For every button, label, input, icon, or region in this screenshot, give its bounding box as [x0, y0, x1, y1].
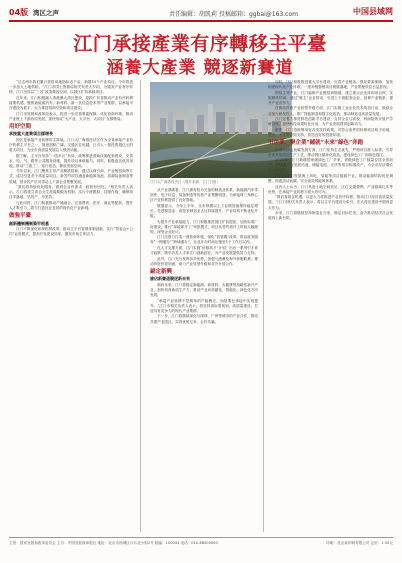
- paragraph: 未来，江门将继续坚持制造业当家，锚定目标任务，奋力推动经济社会发展再上新台阶。: [268, 211, 393, 221]
- paragraph: 江门市发展和改革局表示，将进一步完善要素保障，优化营商环境，推动产业链上下游协同发展，加快形成“大产业、大平台、大项目”支撑格局。: [9, 111, 133, 121]
- paragraph: 围绕主导产业，江门编制产业链招商图谱，建立重点企业库和项目库，实施精准招商。通过“链主”企业带动，引进上下游配套企业，延伸产业链条，提升产业竞争力。: [268, 90, 393, 105]
- paragraph: “承接产业转移不是简单的产能搬迁，而是要在承接中实现提升。”江门市相关负责人表示，将坚持高标准规划、高质量建设，打造具有竞争力的现代产业集群。: [150, 298, 258, 313]
- section-heading: 用好空間: [9, 123, 32, 130]
- paragraph: 为提升产业承接能力，江门积极推进园区扩容提质，加快标准厂房建设，推行“拿地即开工”审批模式，项目从签约到开工时间大幅缩短，深受企业好评。: [150, 219, 258, 234]
- section-heading: 錨定新興: [150, 268, 173, 275]
- section-subheading: 搶佔新賽道競逐新未來: [150, 276, 190, 282]
- paragraph: 据悉，江门将统筹用好各类扶持政策，对符合条件的转移项目给予用地、资金、人才等方面支持，营造良好的投资环境。: [268, 127, 393, 137]
- article-column-2: [150, 188, 258, 532]
- page-number: 04版: [9, 8, 29, 17]
- paragraph: 在推动绿色低碳发展方面，江门坚持生态优先，严格项目准入标准，引导企业采用清洁生产工艺，推动园区循环化改造，建设绿色工厂和绿色园区。: [268, 147, 393, 157]
- footer-publisher-info: 主管：国家发展和改革委员会 主办：中国发展改革报社 地址：北京市西城区月坛北小街2号 邮编：100045 电话：010-68500000: [9, 541, 218, 545]
- paragraph: 江门还着力打造一流营商环境，深化“放管服”改革，推动政务服务“一网通办”“跨域通办”，企业开办时间压缩至1个工作日以内。: [150, 235, 258, 245]
- paragraph: 园区是承接产业转移的主阵地。江门大广海湾经济区作为全省承接产业有序转移主平台之一，规划面积广阔，交通区位优越，已引入一批投资超亿元的重大项目，为全市高质量发展注入强劲动能。: [9, 137, 133, 152]
- headline-line2: 涵養大產業 競逐新賽道: [106, 58, 294, 78]
- paragraph: 数据显示，今年上半年，全市规模以上工业增加值保持稳定增长，先进制造业、高技术制造业占比持续提升，产业结构不断优化升级。: [150, 203, 258, 218]
- paragraph: “过去两年我们累计获批用地指标近千亩，新增10个产业项目，今年将进一步加大土地供给。”江门市国土资源局相关负责人介绍，为服务产业有序转移，江门坚持以“三旧”改造释放空间、以园区扩容承载项目。: [9, 80, 133, 95]
- submission-email: 投稿邮箱：ggbai@163.com: [219, 11, 298, 18]
- photo-caption: 江门大广海湾经济区（图片来源：江门日报）: [150, 180, 220, 184]
- paragraph: 从产业基础看，江门拥有较为完备的制造业体系，新能源汽车零部件、电子信息、装备制造等优势产业集聚明显，为承接珠三角核心区产业转移提供了良好基础。: [150, 188, 258, 203]
- paragraph: 据了解，主平台坚持“一园多区”布局，统筹推进基础设施配套建设，完善水、电、气、路等公共服务设施，提升项目承载能力。同时，积极盘活低效用地，推动“工改工”、连片改造，释放发展空间。: [9, 153, 133, 168]
- paragraph: 今年以来，江门聚焦主导产业精准招商，通过以商引商、产业链招商等方式，成功引进多个高质量项目。新签约项目涵盖新能源电池、高端装备制造等领域，预计投产后可带动上下游企业集聚发展。: [9, 169, 133, 184]
- footer-print-info: 印刷：北京某印刷有限公司 定价：1.50元: [326, 541, 393, 545]
- paragraph: 下一步，江门将继续深化与深圳、广州等城市的产业合作，推动共建产业园区，实现优势互补、合作共赢。: [150, 314, 258, 324]
- paragraph: 在人才支撑方面，江门实施“侨都英才”计划，出台一系列引才育才政策，吸引各类人才来江门创新创业，为产业发展提供智力支持。: [150, 246, 258, 256]
- paragraph: 与此同时，江门积极推动产城融合，完善教育、医疗、商业等配套，提升人才吸引力，着力打造宜业宜居的现代化产业新城。: [9, 200, 133, 210]
- headline-line1: 江门承接產業有序轉移主平臺: [73, 33, 327, 55]
- page-footer: [9, 537, 393, 558]
- paragraph: 此外，江门充分发挥侨乡优势，加强与港澳及海外侨胞联系，推动侨资侨智回流，助力产业转型升级和对外开放合作。: [150, 256, 258, 266]
- paragraph: 2023年，江门新增国家级绿色工厂多家，省级绿色工厂数量位居全省前列。新能源产业发展迅速，储能电池、光伏等项目相继投产，为全市经济增长注入新动能。: [268, 158, 393, 173]
- page-header: [9, 5, 393, 19]
- section-subheading: 承接重大產業項目謀增長: [9, 131, 53, 137]
- paragraph: 江门还大力发展海上风电、氢能等清洁能源产业，推动能源结构优化调整，构建清洁低碳、安全高效的能源体系。: [268, 174, 393, 184]
- article-column-3: [268, 80, 393, 532]
- section-heading: 引企業、聚企業“鋪就”未來“綠色”奔跑: [268, 140, 364, 147]
- paragraph: 近年来，江门积极融入粤港澳大湾区建设，抢抓广东省推动产业有序转移政策机遇，聚焦新能源汽车、新材料、新一代信息技术等产业集群，以承接平台建设为抓手，大力推进招商引资和项目建设。: [9, 95, 133, 110]
- paragraph: “我们将持续优化服务，做到企业有需求、政府有回应。”相关负责人表示，江门将建立项目全生命周期服务机制，实行专班跟踪、挂图作战，确保项目早落地、早投产、早见效。: [9, 185, 133, 200]
- article-column-1: [9, 80, 133, 532]
- newspaper-logo: 中国县域网: [353, 7, 393, 16]
- column-divider: [263, 188, 264, 532]
- column-divider: [140, 80, 141, 532]
- header-rule: [9, 20, 393, 22]
- section-subheading: 創新體制機制築牢根基: [9, 220, 49, 226]
- paragraph: 在推动传统产业转型升级方面，江门实施工业企业技术改造行动，鼓励企业加大研发投入，推广智能制造和数字化改造，推动制造业高质量发展。: [268, 106, 393, 116]
- paragraph: 面向未来，江门将锚定新能源、新材料、大健康等战略性新兴产业，加快培育新质生产力，推动产业向高端化、智能化、绿色化方向发展。: [150, 282, 258, 298]
- section-name: 湾区之声: [33, 9, 59, 17]
- paragraph: “我们将抓住机遇，以更大力度推进产业有序转移，推动江门经济高质量发展。”江门市相关负责人表示，将以主平台建设为牵引，在大湾区建设中展现更大作为。: [268, 195, 393, 210]
- paragraph: 业内人士认为，江门具备土地空间充足、区位交通便利、产业基础扎实等优势，在承接产业转移方面大有可为。: [268, 184, 393, 194]
- section-heading: 做強平臺: [9, 213, 32, 220]
- paragraph: 同时，江门积极推进重大平台建设，完善产业链条，强化要素保障，加快构建现代化产业体系。一批补链强链项目相继落地，产业集聚效应日益显现。: [268, 80, 393, 90]
- editor-credit: 责任编辑：胡凯莉: [169, 11, 218, 18]
- paragraph: 江门还着力推进科技创新平台建设，支持企业与高校、科研院所开展产学研合作，加快科技成果转化应用，为产业发展提供创新动力。: [268, 117, 393, 127]
- paragraph: 江门不断深化体制机制改革，推动主平台管理体制创新，实行“管委会+公司”运营模式，提高开发建设效率，激发市场主体活力。: [9, 227, 133, 237]
